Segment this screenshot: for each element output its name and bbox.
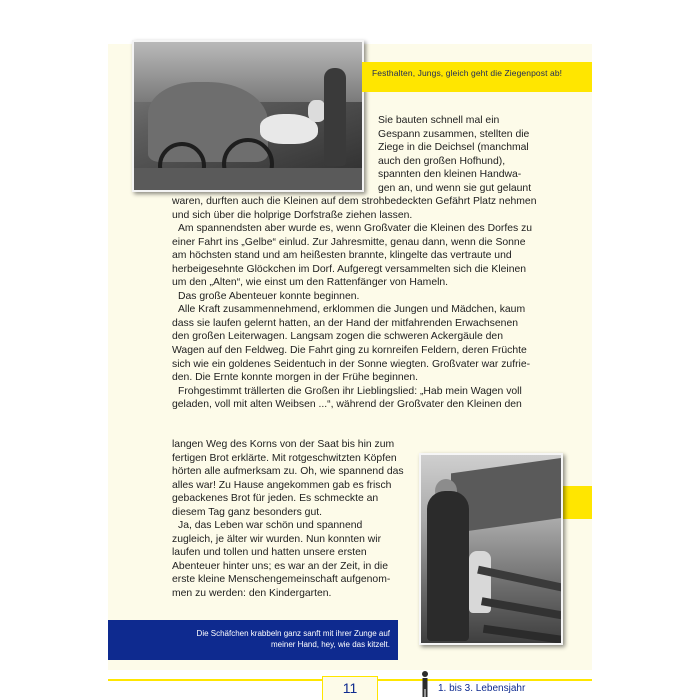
text-line: laufen und tollen und hatten unsere ersten [172, 547, 367, 559]
body-text-wide [172, 195, 562, 412]
text-line: Frohgestimmt trällerten die Großen ihr Lieblingslied: „Hab mein Wagen voll [178, 385, 522, 397]
text-line: gen an, und wenn sie gut gelaunt [378, 182, 532, 194]
accent-stripe [561, 486, 592, 519]
text-line: gebackenes Brot für jeden. Es schmeckte an [172, 493, 379, 505]
text-line: Abenteuer hinter uns; es war an der Zeit, in die [172, 560, 389, 572]
text-line: Das große Abenteuer konnte beginnen. [178, 290, 360, 302]
text-line: um den „Alten“, wie einst um den Rattenfänger von Hameln. [172, 277, 449, 289]
text-line: herbeigesehnte Glöckchen im Dorf. Aufgeregt versammelten sich die Kleinen [172, 263, 527, 275]
caption-bottom [108, 620, 398, 660]
text-line: diesem Tag ganz besonders gut. [172, 506, 322, 518]
text-line: und sich über die holprige Dorfstraße ziehen lassen. [172, 209, 413, 221]
text-line: geladen, voll mit alten Weibsen ...“, während der Großvater den Kleinen den [172, 399, 522, 411]
photo-goat-cart [132, 40, 364, 192]
text-line: erste kleine Menschengemeinschaft aufgenom- [172, 574, 391, 586]
text-line: spannten den kleinen Handwa- [378, 169, 522, 181]
text-line: einer Fahrt ins „Gelbe“ einlud. Zur Jahresmitte, genau dann, wenn die Sonne [172, 236, 526, 248]
caption-line: meiner Hand, hey, wie das kitzelt. [270, 639, 390, 649]
text-line: men zu werden: den Kindergarten. [172, 588, 332, 600]
text-line: sich wie ein goldenes Seidentuch in der Sonne wiegten. Großvater war zufrie- [172, 358, 531, 370]
text-line: auch den großen Hofhund), [378, 155, 506, 167]
person-icon [420, 670, 430, 698]
text-line: Alle Kraft zusammennehmend, erklommen die Jungen und Mädchen, kaum [178, 304, 526, 316]
caption-top: Festhalten, Jungs, gleich geht die Ziegenpost ab! [362, 62, 592, 92]
text-line: Wagen auf den Feldweg. Die Fahrt ging zu kornreifen Feldern, deren Früchte [172, 345, 527, 357]
text-line: zugleich, je älter wir wurden. Nun konnten wir [172, 533, 382, 545]
caption-line: Die Schäfchen krabbeln ganz sanft mit ihrer Zunge auf [196, 629, 390, 638]
text-line: langen Weg des Korns von der Saat bis hin zum [172, 439, 395, 450]
text-line: waren, durften auch die Kleinen auf dem strohbedeckten Gefährt Platz nehmen [172, 196, 537, 207]
text-line: dass sie laufen gelernt hatten, an der Hand der mitfahrenden Erwachsenen [172, 317, 518, 329]
text-line: Sie bauten schnell mal ein [378, 115, 500, 126]
text-line: den. Die Ernte konnte morgen in der Frühe beginnen. [172, 372, 419, 384]
intro-text [378, 114, 578, 195]
text-line: Am spannendsten aber wurde es, wenn Großvater die Kleinen des Dorfes zu [178, 223, 533, 235]
text-line: am höchsten stand und am heißesten brannte, klingelte das vertraute und [172, 250, 512, 262]
text-line: Ja, das Leben war schön und spannend [178, 520, 363, 532]
text-line: Ziege in die Deichsel (manchmal [378, 142, 529, 154]
text-line: alles war! Zu Hause angekommen gab es frisch [172, 479, 392, 491]
body-text-narrow [172, 438, 417, 601]
text-line: hörten alle aufmerksam zu. Oh, wie spannend das [172, 466, 404, 478]
chapter-label: 1. bis 3. Lebensjahr [438, 683, 526, 694]
text-line: Gespann zusammen, stellten die [378, 128, 530, 140]
text-line: den großen Leiterwagen. Langsam zogen die schweren Ackergäule den [172, 331, 503, 343]
photo-sheep-fence [419, 453, 563, 645]
text-line: fertigen Brot erklärte. Mit rotgeschwitzten Köpfen [172, 452, 397, 464]
page-number: 11 [322, 676, 378, 700]
